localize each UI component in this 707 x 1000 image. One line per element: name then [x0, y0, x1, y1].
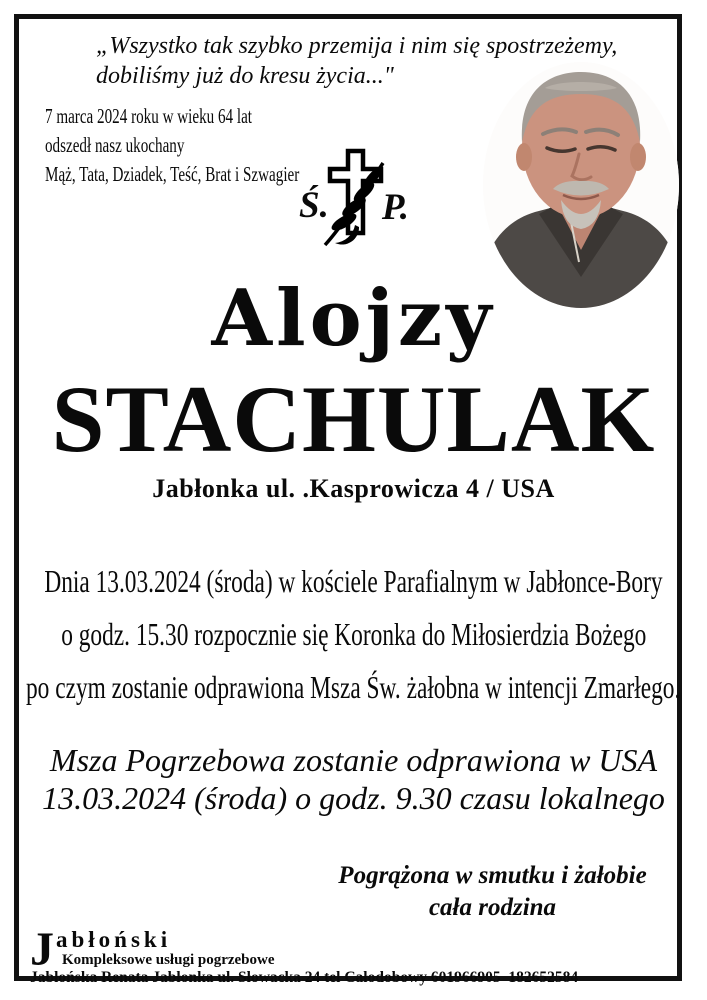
- service-details: [0, 555, 707, 714]
- condolence-line-1: Pogrążona w smutku i żałobie: [338, 862, 647, 889]
- funeral-home-footer: [30, 923, 660, 986]
- death-info-line-2: odszedł nasz ukochany: [45, 133, 185, 157]
- usa-mass-notice: [0, 741, 707, 817]
- address-line: Jabłonka ul. .Kasprowicza 4 / USA: [152, 474, 555, 503]
- last-name: STACHULAK: [51, 366, 656, 472]
- quote-line-1: „Wszystko tak szybko przemija i nim się spostrzeżemy,: [96, 33, 618, 59]
- funeral-home-logo: [30, 923, 660, 976]
- footer-contact: Jabłońska Renata Jabłonka ul. Słowacka 24 tel Całodobowy 601966905 182652584: [30, 969, 579, 986]
- usa-mass-line-1: Msza Pogrzebowa zostanie odprawiona w USA: [49, 742, 658, 778]
- service-line-3: po czym zostanie odprawiona Msza Św. żałobna w intencji Zmarłego.: [26, 669, 681, 705]
- condolence-block: [330, 860, 655, 924]
- usa-mass-line-2: 13.03.2024 (środa) o godz. 9.30 czasu lokalnego: [42, 780, 665, 816]
- death-info-line-1: 7 marca 2024 roku w wieku 64 lat: [45, 104, 253, 128]
- brand-initial: J: [30, 923, 54, 976]
- portrait-person-illustration: [483, 62, 679, 308]
- sp-emblem: [299, 147, 407, 249]
- sp-left-letter: Ś.: [299, 185, 329, 226]
- portrait-photo: [483, 62, 679, 308]
- brand-name: abłoński: [56, 927, 172, 952]
- quote-line-2: dobiliśmy już do kresu życia...": [96, 63, 394, 89]
- service-line-1: Dnia 13.03.2024 (środa) w kościele Parafialnym w Jabłonce-Bory: [44, 563, 663, 599]
- death-info-line-3: Mąż, Tata, Dziadek, Teść, Brat i Szwagier: [45, 162, 300, 186]
- condolence-line-2: cała rodzina: [428, 894, 557, 921]
- service-line-2: o godz. 15.30 rozpocznie się Koronka do Miłosierdzia Bożego: [60, 616, 647, 652]
- footer-tagline: Kompleksowe usługi pogrzebowe: [62, 952, 275, 968]
- cross-and-wheat-icon: [321, 147, 391, 249]
- first-name: Alojzy: [211, 273, 496, 364]
- sp-right-letter: P.: [381, 187, 409, 228]
